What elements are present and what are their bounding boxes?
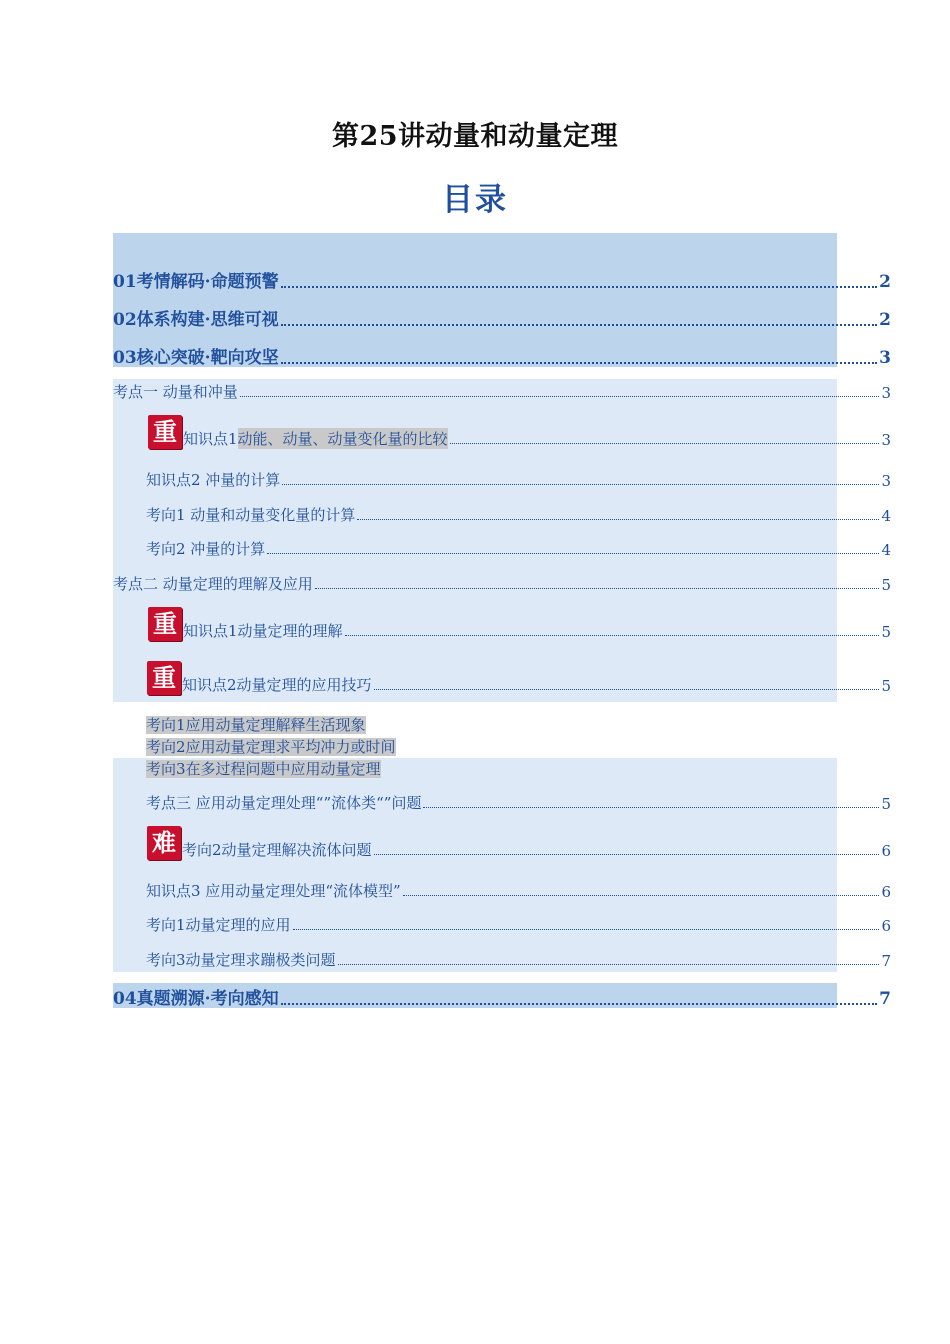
toc-entry-zhishidian-2[interactable] (146, 469, 891, 490)
toc-page-number: 5 (881, 623, 891, 641)
toc-entry-04[interactable] (113, 984, 891, 1009)
toc-page-number: 5 (881, 795, 891, 813)
toc-page-number: 3 (881, 472, 891, 490)
toc-entry-label: 01考情解码·命题预警 (113, 272, 279, 292)
toc-entry-label: 考向2动量定理解决流体问题 (182, 841, 372, 859)
toc-entry-kd3-kaoxiang-2[interactable] (147, 826, 891, 860)
toc-entry-label: 知识点2动量定理的应用技巧 (182, 676, 372, 694)
toc-entry-label: 知识点2 冲量的计算 (146, 471, 281, 489)
toc-entry-kd3-kaoxiang-3[interactable] (146, 949, 891, 970)
toc-entry-label: 03核心突破·靶向攻坚 (113, 348, 279, 368)
toc-entry-kd2-zhishidian-1[interactable] (148, 607, 891, 641)
toc-entry-label-highlighted: 考向3在多过程问题中应用动量定理 (146, 760, 381, 778)
toc-entry-03[interactable] (113, 343, 891, 368)
toc-page-number: 6 (881, 883, 891, 901)
toc-entry-kd3-zhishidian-3[interactable] (146, 880, 891, 901)
toc-page-number: 7 (881, 952, 891, 970)
toc-entry-label: 考向1动量定理的应用 (146, 916, 291, 934)
toc-page-number: 4 (881, 507, 891, 525)
dot-leader (338, 964, 880, 965)
toc-entry-label: 考向2 冲量的计算 (146, 540, 266, 558)
toc-entry-label: 考点一 动量和冲量 (113, 383, 238, 401)
dot-leader (357, 519, 879, 520)
dot-leader (240, 396, 880, 397)
toc-page-number: 2 (879, 310, 891, 330)
dot-leader (281, 324, 878, 326)
difficult-point-badge: 难 (147, 826, 181, 860)
toc-entry-kaodian-2[interactable] (113, 573, 891, 594)
toc-heading: 目录 (442, 182, 508, 218)
toc-entry-kd3-kaoxiang-1[interactable] (146, 914, 891, 935)
toc-entry-label: 知识点1 (183, 430, 238, 448)
dot-leader (267, 553, 879, 554)
dot-leader (281, 362, 878, 364)
toc-page-number: 6 (881, 842, 891, 860)
dot-leader (374, 854, 880, 855)
dot-leader (345, 635, 880, 636)
dot-leader (315, 588, 880, 589)
toc-page-number: 4 (881, 541, 891, 559)
toc-entry-label: 知识点3 应用动量定理处理“流体模型” (146, 882, 401, 900)
toc-page-number: 7 (879, 989, 891, 1009)
key-point-badge: 重 (148, 607, 182, 641)
toc-entry-label: 考向1 动量和动量变化量的计算 (146, 506, 356, 524)
key-point-badge: 重 (148, 415, 182, 449)
toc-page-number: 3 (879, 348, 891, 368)
toc-entry-kaoxiang-1[interactable] (146, 504, 891, 525)
dot-leader (293, 929, 880, 930)
toc-page-number: 3 (881, 431, 891, 449)
toc-page-number: 2 (879, 272, 891, 292)
dot-leader (423, 807, 879, 808)
toc-entry-kaoxiang-2[interactable] (146, 538, 891, 559)
toc-entry-label: 02体系构建·思维可视 (113, 310, 279, 330)
toc-page-number: 5 (881, 677, 891, 695)
toc-entry-zhishidian-1[interactable] (148, 415, 891, 449)
toc-entry-label-highlighted: 考向1应用动量定理解释生活现象 (146, 716, 366, 734)
dot-leader (281, 1003, 878, 1005)
document-title: 第25讲动量和动量定理 (331, 121, 619, 152)
toc-entry-kd2-kaoxiang-1[interactable] (146, 714, 366, 736)
toc-entry-kaodian-3[interactable] (146, 792, 891, 813)
toc-entry-label: 知识点1动量定理的理解 (183, 622, 343, 640)
toc-entry-kd2-kaoxiang-2[interactable] (146, 736, 396, 758)
toc-entry-kaodian-1[interactable] (113, 381, 891, 402)
toc-entry-02[interactable] (113, 305, 891, 330)
toc-entry-label: 考点三 应用动量定理处理“”流体类“”问题 (146, 794, 422, 812)
toc-entry-label: 考点二 动量定理的理解及应用 (113, 575, 313, 593)
dot-leader (282, 484, 879, 485)
toc-page-number: 5 (881, 576, 891, 594)
toc-entry-01[interactable] (113, 267, 891, 292)
toc-entry-kd2-zhishidian-2[interactable] (147, 661, 891, 695)
dot-leader (374, 689, 880, 690)
toc-entry-label-highlighted: 动能、动量、动量变化量的比较 (237, 430, 448, 448)
toc-entry-label-highlighted: 考向2应用动量定理求平均冲力或时间 (146, 738, 396, 756)
toc-page-number: 6 (881, 917, 891, 935)
toc-band-section3b (113, 758, 837, 972)
dot-leader (281, 286, 878, 288)
key-point-badge: 重 (147, 661, 181, 695)
dot-leader (403, 895, 880, 896)
toc-entry-label: 04真题溯源·考向感知 (113, 989, 279, 1009)
toc-entry-kd2-kaoxiang-3[interactable] (146, 758, 381, 780)
toc-page-number: 3 (881, 384, 891, 402)
toc-entry-label: 考向3动量定理求蹦极类问题 (146, 951, 336, 969)
dot-leader (450, 443, 880, 444)
